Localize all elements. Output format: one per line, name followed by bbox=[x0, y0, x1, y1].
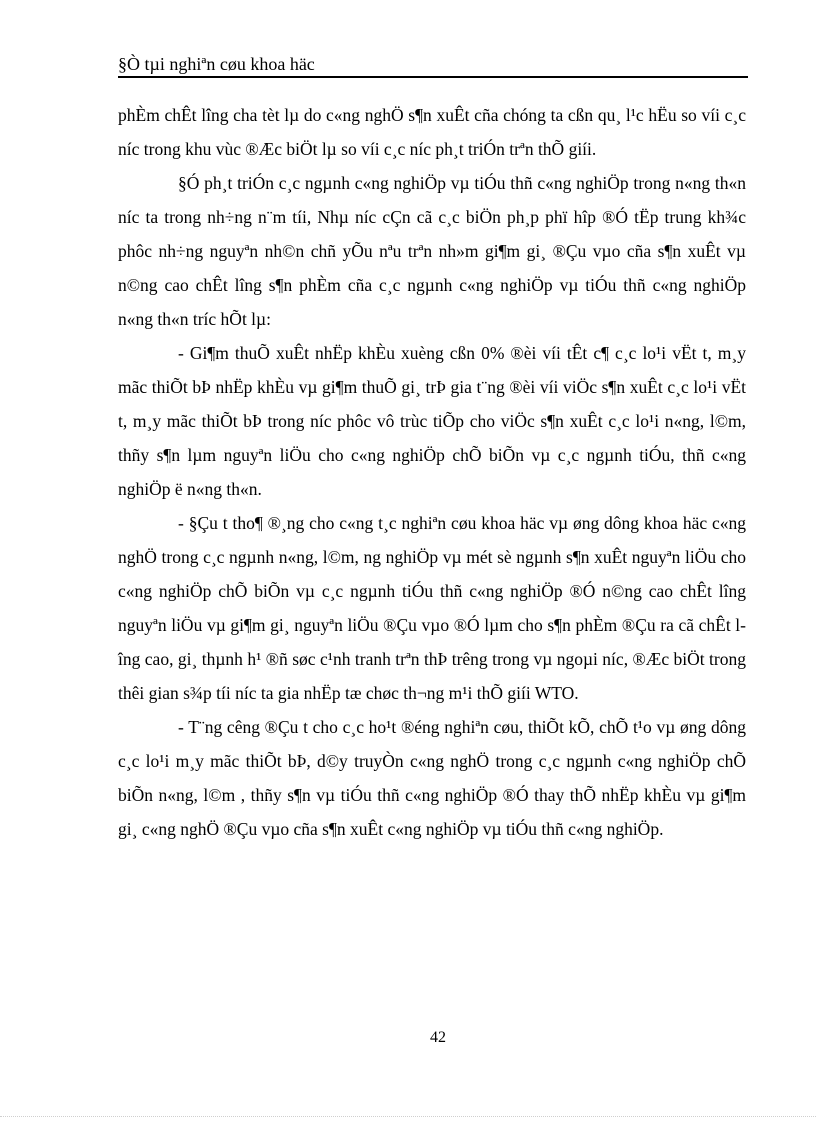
running-header: §Ò tµi nghiªn cøu khoa häc bbox=[118, 54, 315, 74]
paragraph-2: §Ó ph¸t triÓn c¸c ngµnh c«ng nghiÖp vµ tiÓu thñ c«ng nghiÖp trong n«ng th«n níc ta trong nh÷ng n¨m tíi, Nhµ níc cÇn cã c¸c biÖn ph¸p phï hîp ®Ó tËp trung kh¾c phôc nh÷ng nguyªn nh©n chñ yÕu nªu trªn nh»m gi¶m gi¸ ®Çu vµo cña s¶n xuÊt vµ n©ng cao chÊt lîng s¶n phÈm cña c¸c ngµnh c«ng nghiÖp vµ tiÓu thñ c«ng nghiÖp n«ng th«n tríc hÕt lµ: bbox=[118, 173, 746, 329]
header-rule bbox=[118, 76, 748, 78]
paragraph-1: phÈm chÊt lîng cha tèt lµ do c«ng nghÖ s¶n xuÊt cña chóng ta cßn qu¸ l¹c hËu so víi c¸c níc trong khu vùc ®Æc biÖt lµ so víi c¸c níc ph¸t triÓn trªn thÕ giíi. bbox=[118, 105, 746, 159]
page-number: 42 bbox=[430, 1029, 446, 1046]
page-bottom-edge bbox=[0, 1116, 816, 1117]
paragraph-4: - §Çu t tho¶ ®¸ng cho c«ng t¸c nghiªn cøu khoa häc vµ øng dông khoa häc c«ng nghÖ trong c¸c ngµnh n«ng, l©m, ng nghiÖp vµ mét sè ngµnh s¶n xuÊt nguyªn liÖu cho c«ng nghiÖp chÕ biÕn vµ c¸c ngµnh tiÓu thñ c«ng nghiÖp ®Ó n©ng cao chÊt lîng nguyªn liÖu vµ gi¶m gi¸ nguyªn liÖu ®Çu vµo ®Ó lµm cho s¶n phÈm ®Çu ra cã chÊt lîng cao, gi¸ thµnh h¹ ®ñ søc c¹nh tranh trªn thÞ trêng trong vµ ngoµi níc, ®Æc biÖt trong thêi gian s¾p tíi níc ta gia nhËp tæ chøc th¬ng m¹i thÕ giíi WTO. bbox=[118, 513, 746, 703]
body-text bbox=[118, 98, 746, 846]
paragraph-3: - Gi¶m thuÕ xuÊt nhËp khÈu xuèng cßn 0% ®èi víi tÊt c¶ c¸c lo¹i vËt t, m¸y mãc thiÕt bÞ nhËp khÈu vµ gi¶m thuÕ gi¸ trÞ gia t¨ng ®èi víi viÖc s¶n xuÊt c¸c lo¹i vËt t, m¸y mãc thiÕt bÞ trong níc phôc vô trùc tiÕp cho viÖc s¶n xuÊt c¸c lo¹i n«ng, l©m, thñy s¶n lµm nguyªn liÖu cho c«ng nghiÖp chÕ biÕn vµ c¸c ngµnh tiÓu, thñ c«ng nghiÖp ë n«ng th«n. bbox=[118, 343, 746, 499]
paragraph-5: - T¨ng cêng ®Çu t cho c¸c ho¹t ®éng nghiªn cøu, thiÕt kÕ, chÕ t¹o vµ øng dông c¸c lo¹i m¸y mãc thiÕt bÞ, d©y truyÒn c«ng nghÖ trong c¸c ngµnh c«ng nghiÖp chÕ biÕn n«ng, l©m , thñy s¶n vµ tiÓu thñ c«ng nghiÖp ®Ó thay thÕ nhËp khÈu vµ gi¶m gi¸ c«ng nghÖ ®Çu vµo cña s¶n xuÊt c«ng nghiÖp vµ tiÓu thñ c«ng nghiÖp. bbox=[118, 717, 746, 839]
